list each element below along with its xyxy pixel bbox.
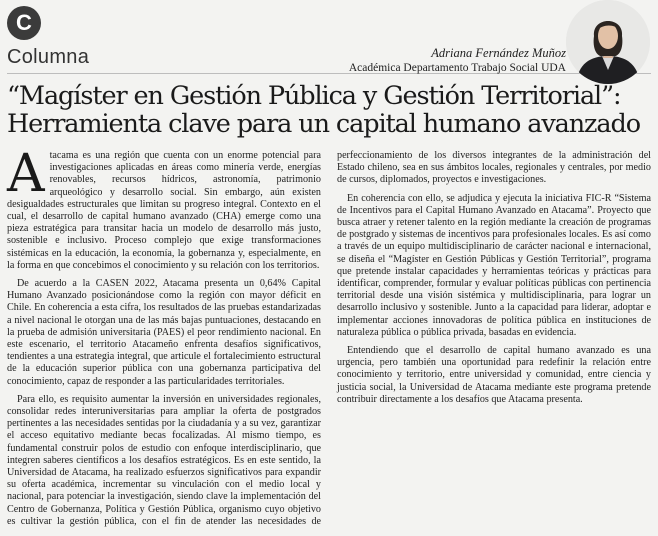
drop-cap: A [7,144,45,204]
author-block [349,46,566,76]
author-photo [566,0,650,84]
paragraph-4: En coherencia con ello, se adjudica y ejecuta la iniciativa FIC-R “Sistema de Incentivos para el Capital Humano Avanzado en Atacama”. Proyecto que busca atraer y retener talento en la región mediante la creación de programas de postgrado y sistemas de incentivos para profesionales locales. Es así como a través de un equipo multidisciplinario de carácter nacional e internacional, se diseña el “Magíster en Gestión Públicas y Gestión Territorial”, programa que pretende instalar capacidades y herramientas teóricas y prácticas para identificar, comprender, formular y evaluar políticas públicas con pertinencia territorial desde una visión sistémica y multidisciplinaria, para lograr un desarrollo inclusivo y sostenible. Junto a la capacidad para liderar, adoptar e implementar acciones innovadoras de política pública en instituciones de naturaleza pública o pública privada, basadas en evidencia. [337,192,651,338]
portrait-icon [566,0,650,84]
paragraph-5: Entendiendo que el desarrollo de capital humano avanzado es una urgencia, pero también una oportunidad para redefinir la relación entre conocimiento y territorio, entre universidad y comunidad, entre ciencia y justicia social, la Universidad de Atacama mediante este programa pretende contribuir directamente a los desafíos que Atacama presenta. [337,345,651,405]
headline-line-1: “Magíster en Gestión Pública y Gestión Territorial”: [7,81,621,111]
author-name: Adriana Fernández Muñoz [431,46,566,60]
badge-letter: C [16,10,32,35]
headline-line-2: Herramienta clave para un capital humano avanzado [7,109,640,139]
paragraph-1 [7,144,321,272]
section-label: Columna [7,46,90,68]
paragraph-1-text: tacama es una región que cuenta con un enorme potencial para investigaciones aplicadas en áreas como minería verde, energías renovables, recursos hídricos, astronomía, patrimonio arqueológico y desarrollo social. Sin embargo, aún existen desigualdades estructurales que limitan su progreso integral. Contexto en el cual, el desarrollo de capital humano avanzado (CHA) emerge como una pieza estratégica para transitar hacia un modelo de desarrollo más justo, sostenible e inclusivo. Proceso complejo que exige transformaciones sistémicas en la educación, la economía, la gobernanza y, especialmente, en la forma en que concebimos el conocimiento y su relación con los territorios. [7,150,321,271]
author-role: Académica Departamento Trabajo Social UDA [348,62,566,74]
paragraph-3: Para ello, es requisito aumentar la inversión en universidades regionales, consolidar redes interuniversitarias para ampliar la oferta de postgrados pertinentes a las necesidades sentidas por la ciudadanía y a su vez, garantizar el acceso equitativo mediante becas focalizadas. Al mismo tiempo, es fundamental construir polos de estudio con enfoque interdisciplinario, que integren saberes científicos a los desafíos estratégicos. Es en este sentido, la Universidad de Atacama, ha realizado esfuerzos significativos para expandir su oferta académica, incrementar su vinculación con el medio local y nacional, para potenciar la investigación, siendo clave la implementación del Centro de Gobernanza, Política y Gestión Pública, organismo cuyo objetivo es cultivar la gestión pública, con el fin de atender las necesidades de perfeccionamiento de los diversos integrantes de la administración del Estado chileno, sea en sus ámbitos locales, regionales y centrales, por medio de cursos, diplomados, proyectos e investigaciones. [7,150,651,527]
headline [7,82,655,138]
article-body [7,144,651,532]
paragraph-2: De acuerdo a la CASEN 2022, Atacama presenta un 0,64% Capital Humano Avanzado posicionándose como la región con mayor déficit en Chile. En coherencia a esta cifra, los resultados de las pruebas estandarizadas a nivel nacional le otorgan una de las más bajas puntuaciones, destacando en la prueba de admisión universitaria (PAES) el peor rendimiento nacional. En este escenario, el territorio Atacameño enfrenta desafíos significativos, tendientes a una estrategia integral, que articule el fortalecimiento estructural de la educación superior pública con una gobernanza participativa del conocimiento, capaz de responder a las particularidades territoriales. [7,278,321,387]
column-badge [7,6,41,40]
